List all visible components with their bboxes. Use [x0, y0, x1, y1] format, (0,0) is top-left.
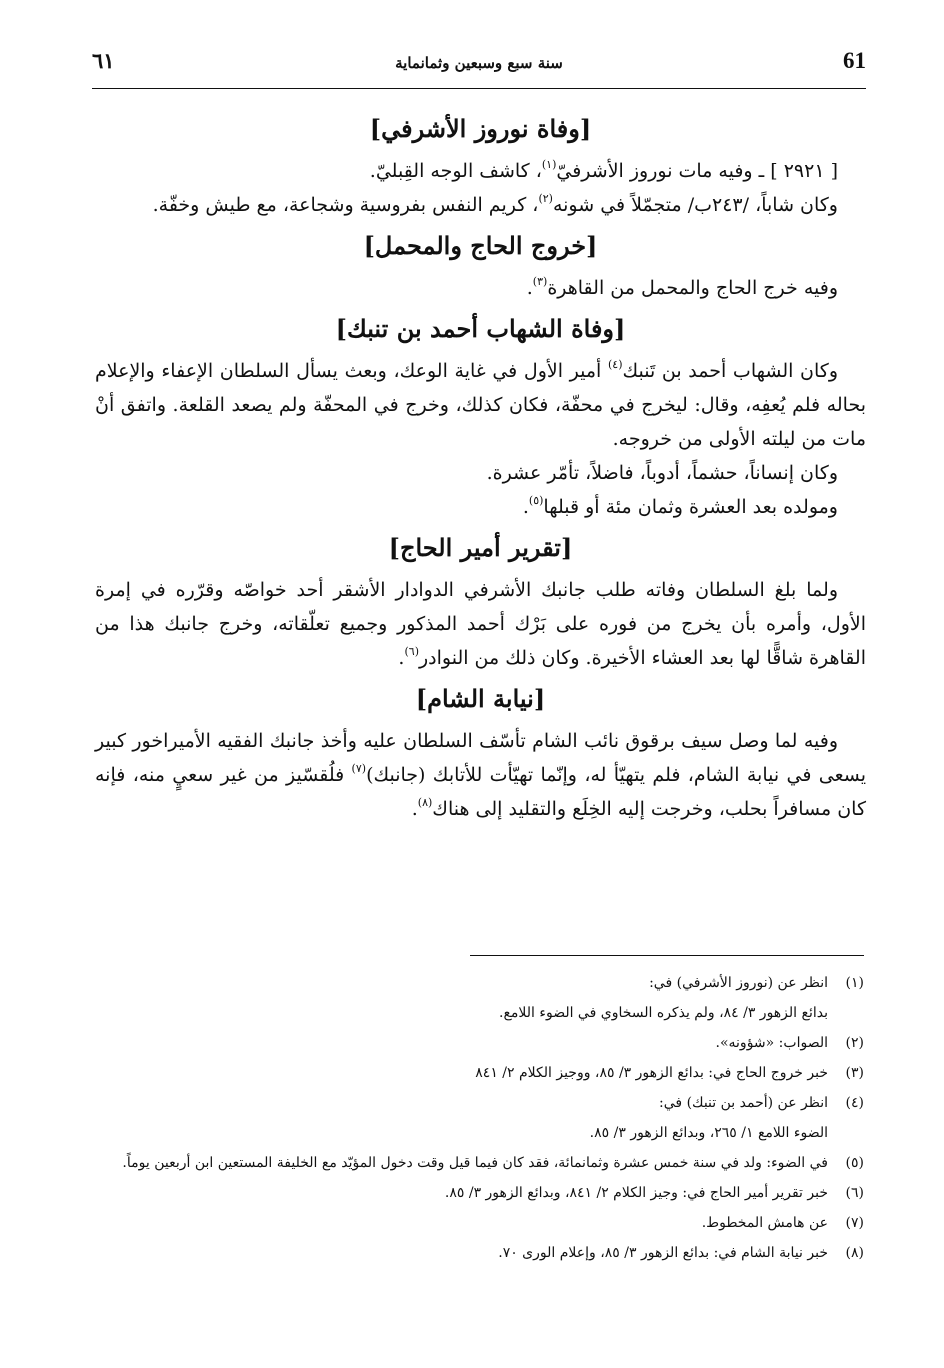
footnote: [95, 1208, 864, 1238]
footnote-rule: [470, 955, 864, 956]
footnote: [95, 968, 864, 1028]
footnote-ref: (٣): [532, 275, 548, 289]
footnotes: [95, 968, 864, 1268]
section-heading: [تقرير أمير الحاج]: [388, 533, 573, 562]
paragraph: ومولده بعد العشرة وثمان مئة أو قبلها$^{(٥)}$.: [522, 494, 838, 518]
paragraph: وكان إنساناً، حشماً، أدوباً، فاضلاً، تأمّر عشرة.: [486, 462, 838, 484]
footnote-ref: (٤): [607, 358, 623, 372]
footnote-ref: (١): [541, 158, 557, 172]
footnote: [95, 1238, 864, 1268]
footnote: [95, 1088, 864, 1148]
footnote-text: في الضوء: ولد في سنة خمس عشرة وثمانمائة، فقد كان فيما قيل وقت دخول المؤيّد مع الخليفة المستعين ابن أربعين يوماً.: [122, 1155, 828, 1171]
footnote: [95, 1028, 864, 1058]
paragraph: وفيه خرج الحاج والمحمل من القاهرة$^{(٣)}$.: [526, 275, 838, 299]
section-heading: [وفاة نوروز الأشرفي]: [369, 114, 592, 143]
footnote-text: الصواب: «شؤونه».: [715, 1035, 828, 1051]
footnote-ref: (٨): [417, 796, 433, 810]
footnote-text: خبر خروج الحاج في: بدائع الزهور ٣/ ٨٥، ووجيز الكلام ٢/ ٨٤١: [475, 1065, 828, 1081]
header-rule: [92, 88, 866, 89]
running-title: سنة سبع وسبعين وثمانماية: [395, 54, 563, 72]
page-header: [92, 48, 866, 88]
footnote-number: (٦): [845, 1185, 864, 1201]
footnote: [95, 1178, 864, 1208]
footnote: [95, 1058, 864, 1088]
footnote-number: (٢): [845, 1035, 864, 1051]
footnote-text: خبر تقرير أمير الحاج في: وجيز الكلام ٢/ ٨٤١، وبدائع الزهور ٣/ ٨٥.: [444, 1185, 828, 1201]
section-heading: [خروج الحاج والمحمل]: [363, 231, 598, 260]
footnote: [95, 1148, 864, 1178]
section-heading: [نيابة الشام]: [415, 684, 546, 713]
footnote-text: الضوء اللامع ١/ ٢٦٥، وبدائع الزهور ٣/ ٨٥.: [589, 1125, 828, 1141]
main-text: [95, 105, 866, 826]
paragraph: وكان الشهاب أحمد بن تَنبك$^{(٤)}$ أمير الأول في غاية الوعك، وبعث يسأل السلطان الإعفاء والإعلام بحاله فلم يُعفِه، وقال: ليخرج في محفّة، فكان كذلك، وخرج في المحفّة ولم يصعد القلعة. واتفق أنْ مات من ليلته الأولى من خروجه.: [95, 358, 866, 450]
footnote-number: (٤): [845, 1095, 864, 1111]
footnote-number: (٧): [845, 1215, 864, 1231]
footnote-text: انظر عن (أحمد بن تنبك) في:: [659, 1095, 828, 1111]
footnote-text: خبر نيابة الشام في: بدائع الزهور ٣/ ٨٥، وإعلام الورى ٧٠.: [498, 1245, 828, 1261]
footnote-number: (٣): [845, 1065, 864, 1081]
footnote-ref: (٥): [528, 494, 544, 508]
footnote-number: (٨): [845, 1245, 864, 1261]
footnote-ref: (٧): [351, 762, 367, 776]
page-number-latin: 61: [843, 48, 866, 73]
footnote-number: (١): [845, 975, 864, 991]
paragraph: وفيه لما وصل سيف برقوق نائب الشام تأسّف السلطان عليه وأخذ جانبك الفقيه الأميراخور كبير يسعى في نيابة الشام، فلم يتهيّأ له، وإنّما تهيّأت للأتابك (جانبك)$^{(٧)}$ فلُقسّيز من غير سعيٍ منه، فإنه كان مسافراً بحلب، وخرجت إليه الخِلَع والتقليد إلى هناك$^{(٨)}$.: [95, 730, 866, 820]
paragraph: وكان شاباً، /٢٤٣ب/ متجمّلاً في شونه$^{(٢)}$، كريم النفس بفروسية وشجاعة، مع طيش وخفّة.: [152, 192, 838, 216]
footnote-text: انظر عن (نوروز الأشرفي) في:: [649, 975, 828, 991]
footnote-text: عن هامش المخطوط.: [701, 1215, 828, 1231]
footnote-ref: (٦): [404, 645, 419, 659]
page-number-arabic: ٦١: [92, 48, 115, 73]
footnote-text: بدائع الزهور ٣/ ٨٤، ولم يذكره السخاوي في الضوء اللامع.: [499, 1005, 828, 1021]
section-heading: [وفاة الشهاب أحمد بن تنبك]: [335, 314, 626, 343]
paragraph: [ ٢٩٢١ ] ـ وفيه مات نوروز الأشرفيّ$^{(١)}$، كاشف الوجه القِبليّ.: [369, 158, 838, 182]
paragraph: ولما بلغ السلطان وفاته طلب جانبك الأشرفي الدوادار الأشقر أحد خواصّه وقرّره في إمرة الأول، وأمره بأن يخرج من فوره على بَرْك أحمد المذكور وجميع تعلّقاته، وخرج جانبك هذا من القاهرة شاقًّا لها بعد العشاء الأخيرة. وكان ذلك من النوادر$^{(٦)}$.: [95, 579, 866, 669]
footnote-ref: (٢): [538, 192, 553, 206]
footnote-number: (٥): [845, 1155, 864, 1171]
